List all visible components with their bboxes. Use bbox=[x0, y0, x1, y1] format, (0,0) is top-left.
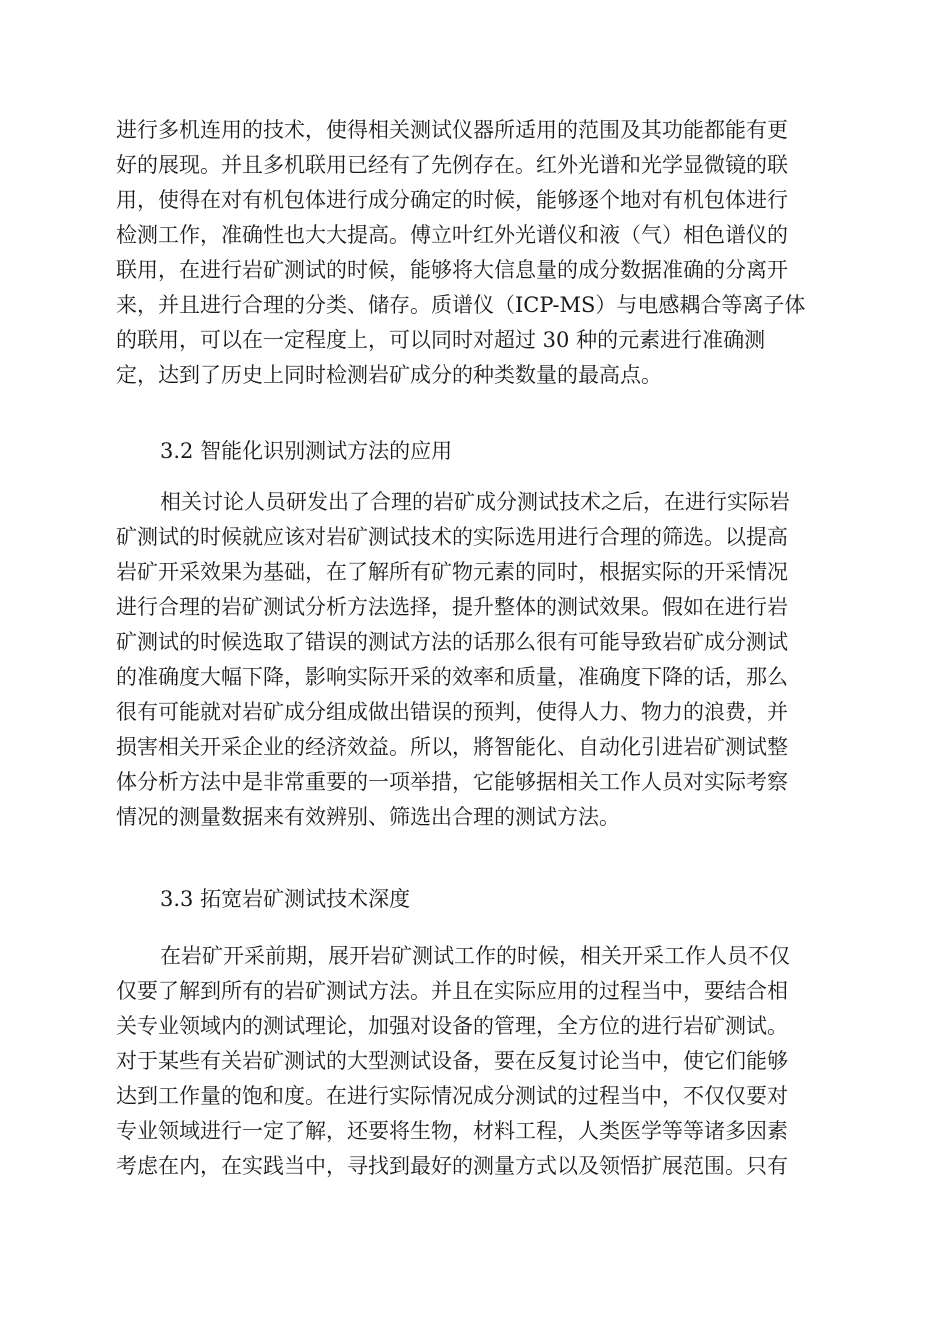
text-line: 仅要了解到所有的岩矿测试方法。并且在实际应用的过程当中，要结合相 bbox=[116, 979, 788, 1003]
text-line: 损害相关开采企业的经济效益。所以，將智能化、自动化引进岩矿测试整 bbox=[116, 735, 788, 759]
text-line: 岩矿开采效果为基础，在了解所有矿物元素的同时，根据实际的开采情况 bbox=[116, 560, 788, 584]
text-line: 对于某些有关岩矿测试的大型测试设备，要在反复讨论当中，使它们能够 bbox=[116, 1049, 788, 1073]
text-line: 在岩矿开采前期，展开岩矿测试工作的时候，相关开采工作人员不仅 bbox=[160, 944, 790, 968]
text-line: 定，达到了历史上同时检测岩矿成分的种类数量的最高点。 bbox=[116, 363, 662, 387]
text-line: 用，使得在对有机包体进行成分确定的时候，能够逐个地对有机包体进行 bbox=[116, 188, 788, 212]
text-line: 联用，在进行岩矿测试的时候，能够将大信息量的成分数据准确的分离开 bbox=[116, 258, 788, 282]
text-line: 矿测试的时候选取了错误的测试方法的话那么很有可能导致岩矿成分测试 bbox=[116, 630, 788, 654]
paragraph-testing-depth bbox=[116, 939, 836, 1184]
text-line: 很有可能就对岩矿成分组成做出错误的预判，使得人力、物力的浪费，并 bbox=[116, 700, 788, 724]
text-line: 情况的测量数据来有效辨别、筛选出合理的测试方法。 bbox=[116, 805, 620, 829]
text-line: 体分析方法中是非常重要的一项举措，它能够据相关工作人员对实际考察 bbox=[116, 770, 788, 794]
text-line: 相关讨论人员研发出了合理的岩矿成分测试技术之后，在进行实际岩 bbox=[160, 490, 790, 514]
paragraph-intelligent-identification bbox=[116, 485, 836, 835]
text-line: 检测工作，准确性也大大提高。傅立叶红外光谱仪和液（气）相色谱仪的 bbox=[116, 223, 788, 247]
text-line: 的联用，可以在一定程度上，可以同时对超过 30 种的元素进行准确测 bbox=[116, 328, 766, 352]
text-line: 的准确度大幅下降，影响实际开采的效率和质量，准确度下降的话，那么 bbox=[116, 665, 788, 689]
text-line: 好的展现。并且多机联用已经有了先例存在。红外光谱和光学显微镜的联 bbox=[116, 153, 788, 177]
text-line: 进行多机连用的技术，使得相关测试仪器所适用的范围及其功能都能有更 bbox=[116, 118, 788, 142]
text-line: 考虑在内，在实践当中，寻找到最好的测量方式以及领悟扩展范围。只有 bbox=[116, 1154, 788, 1178]
paragraph-multi-instrument bbox=[116, 113, 836, 393]
text-line: 矿测试的时候就应该对岩矿测试技术的实际选用进行合理的筛选。以提高 bbox=[116, 525, 788, 549]
text-line: 来，并且进行合理的分类、储存。质谱仪（ICP-MS）与电感耦合等离子体 bbox=[116, 293, 806, 317]
text-line: 专业领域进行一定了解，还要将生物，材料工程，人类医学等等诸多因素 bbox=[116, 1119, 788, 1143]
text-line: 关专业领域内的测试理论，加强对设备的管理，全方位的进行岩矿测试。 bbox=[116, 1014, 788, 1038]
text-line: 进行合理的岩矿测试分析方法选择，提升整体的测试效果。假如在进行岩 bbox=[116, 595, 788, 619]
section-heading-3-2: 3.2 智能化识别测试方法的应用 bbox=[160, 439, 453, 463]
section-heading-3-3: 3.3 拓宽岩矿测试技术深度 bbox=[160, 887, 411, 911]
text-line: 达到工作量的饱和度。在进行实际情况成分测试的过程当中，不仅仅要对 bbox=[116, 1084, 788, 1108]
